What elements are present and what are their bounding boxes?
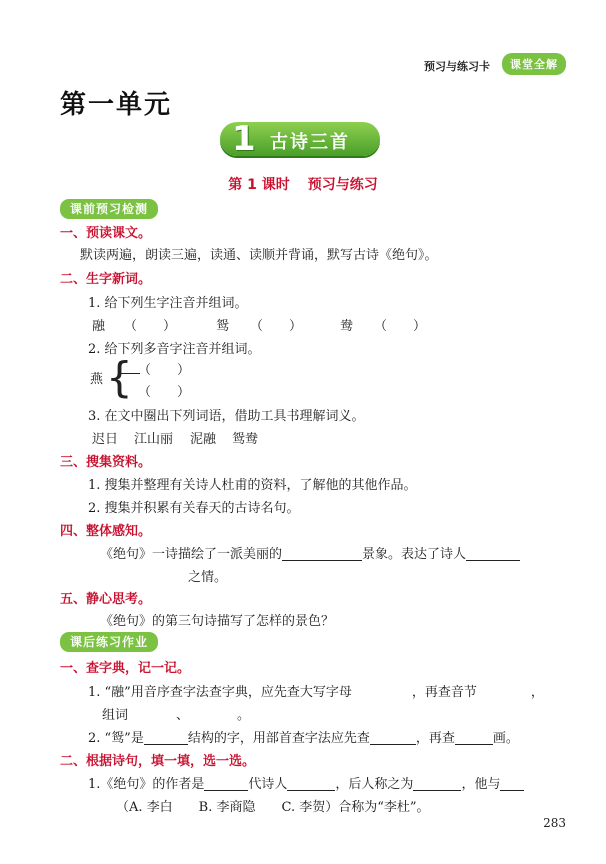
p1-text-a: 1. “融”用音序查字法查字典，应先查大写字母: [88, 685, 352, 700]
lesson-title: 古诗三首: [270, 132, 350, 153]
word-4: 鸳鸯: [232, 432, 259, 447]
p1-blank-3[interactable]: [455, 730, 493, 745]
p1-text-i: ，再查: [415, 731, 455, 746]
unit-title: 第一单元: [60, 90, 173, 120]
p2-line-1: [88, 773, 524, 792]
s3-item-2: 2. 搜集并积累有关春天的古诗名句。: [88, 501, 300, 516]
char-1-paren: （ ）: [124, 319, 177, 334]
p2-text-d: ，他与: [461, 777, 501, 792]
section-1-text: 默读两遍，朗读三遍，读通、读顺并背诵，默写古诗《绝句》。: [80, 248, 438, 263]
p2-text-a: 1.《绝句》的作者是: [88, 777, 205, 792]
session-part1: 第 1 课时: [228, 177, 290, 193]
banner-pre-class: 课前预习检测: [60, 199, 158, 219]
s4-blank-2[interactable]: [466, 546, 520, 561]
poly-paren-2: （ ）: [138, 385, 191, 400]
p1-text-d: 组词: [102, 708, 129, 723]
p2-text-c: ，后人称之为: [335, 777, 414, 792]
s2-q2: 2. 给下列多音字注音并组词。: [88, 342, 261, 357]
p2-text-b: 代诗人: [248, 777, 288, 792]
s4-blank-1[interactable]: [282, 546, 362, 561]
p2-blank-4[interactable]: [500, 776, 524, 791]
section-3-title: 三、搜集资料。: [60, 455, 152, 470]
practice-1-title: 一、查字典，记一记。: [60, 661, 191, 676]
s2-q1: 1. 给下列生字注音并组词。: [88, 296, 248, 311]
poly-char: 燕: [90, 372, 104, 387]
s4-text-3: 之情。: [188, 570, 228, 585]
p1-line-1: [88, 681, 544, 700]
banner-post-class: 课后练习作业: [60, 632, 158, 652]
practice-2-title: 二、根据诗句，填一填，选一选。: [60, 754, 256, 769]
char-3: 鸯: [340, 319, 354, 334]
char-2: 鸳: [216, 319, 230, 334]
s4-line-1: [100, 543, 520, 562]
p1-text-h: 结构的字，用部首查字法应先查: [187, 731, 370, 746]
p2-choices: （A. 李白 B. 李商隐 C. 李贺）合称为“李杜”。: [116, 800, 430, 815]
section-1-title: 一、预读课文。: [60, 226, 152, 241]
s4-text-1: 《绝句》一诗描绘了一派美丽的: [100, 547, 283, 562]
p2-blank-3[interactable]: [413, 776, 461, 791]
lesson-badge: [220, 119, 380, 159]
lesson-number: 1: [232, 119, 256, 159]
poly-blank: [120, 373, 140, 374]
word-2: 江山丽: [134, 432, 174, 447]
poly-paren-1: （ ）: [138, 363, 191, 378]
section-4-title: 四、整体感知。: [60, 524, 152, 539]
p2-blank-2[interactable]: [287, 776, 335, 791]
p1-blank-1[interactable]: [144, 730, 188, 745]
p1-text-b: ，再查音节: [411, 685, 477, 700]
char-1: 融: [92, 319, 106, 334]
p1-text-e: 、: [176, 708, 190, 723]
char-2-paren: （ ）: [250, 319, 303, 334]
p2-blank-1[interactable]: [204, 776, 248, 791]
s4-text-2: 景象。表达了诗人: [362, 547, 467, 562]
session-title: [0, 174, 606, 194]
header-badge: 课堂全解: [502, 53, 566, 75]
p1-line-3: [88, 727, 519, 746]
session-part2: 预习与练习: [307, 177, 378, 193]
s3-item-1: 1. 搜集并整理有关诗人杜甫的资料，了解他的其他作品。: [88, 478, 417, 493]
s5-text: 《绝句》的第三句诗描写了怎样的景色？: [100, 614, 335, 629]
p1-text-c: ，: [530, 685, 544, 700]
word-1: 迟日: [92, 432, 119, 447]
p1-text-j: 画。: [492, 731, 519, 746]
page-number: 283: [543, 816, 566, 830]
section-2-title: 二、生字新词。: [60, 272, 152, 287]
p1-text-f: 。: [237, 708, 251, 723]
p1-blank-2[interactable]: [370, 730, 416, 745]
s2-q3: 3. 在文中圈出下列词语，借助工具书理解词义。: [88, 409, 365, 424]
header-label: 预习与练习卡: [424, 60, 490, 73]
word-3: 泥融: [190, 432, 217, 447]
brace-icon: {: [106, 353, 133, 402]
section-5-title: 五、静心思考。: [60, 592, 152, 607]
p1-text-g: 2. “鸳”是: [88, 731, 144, 746]
char-3-paren: （ ）: [374, 319, 427, 334]
p1-line-2: [102, 704, 250, 723]
